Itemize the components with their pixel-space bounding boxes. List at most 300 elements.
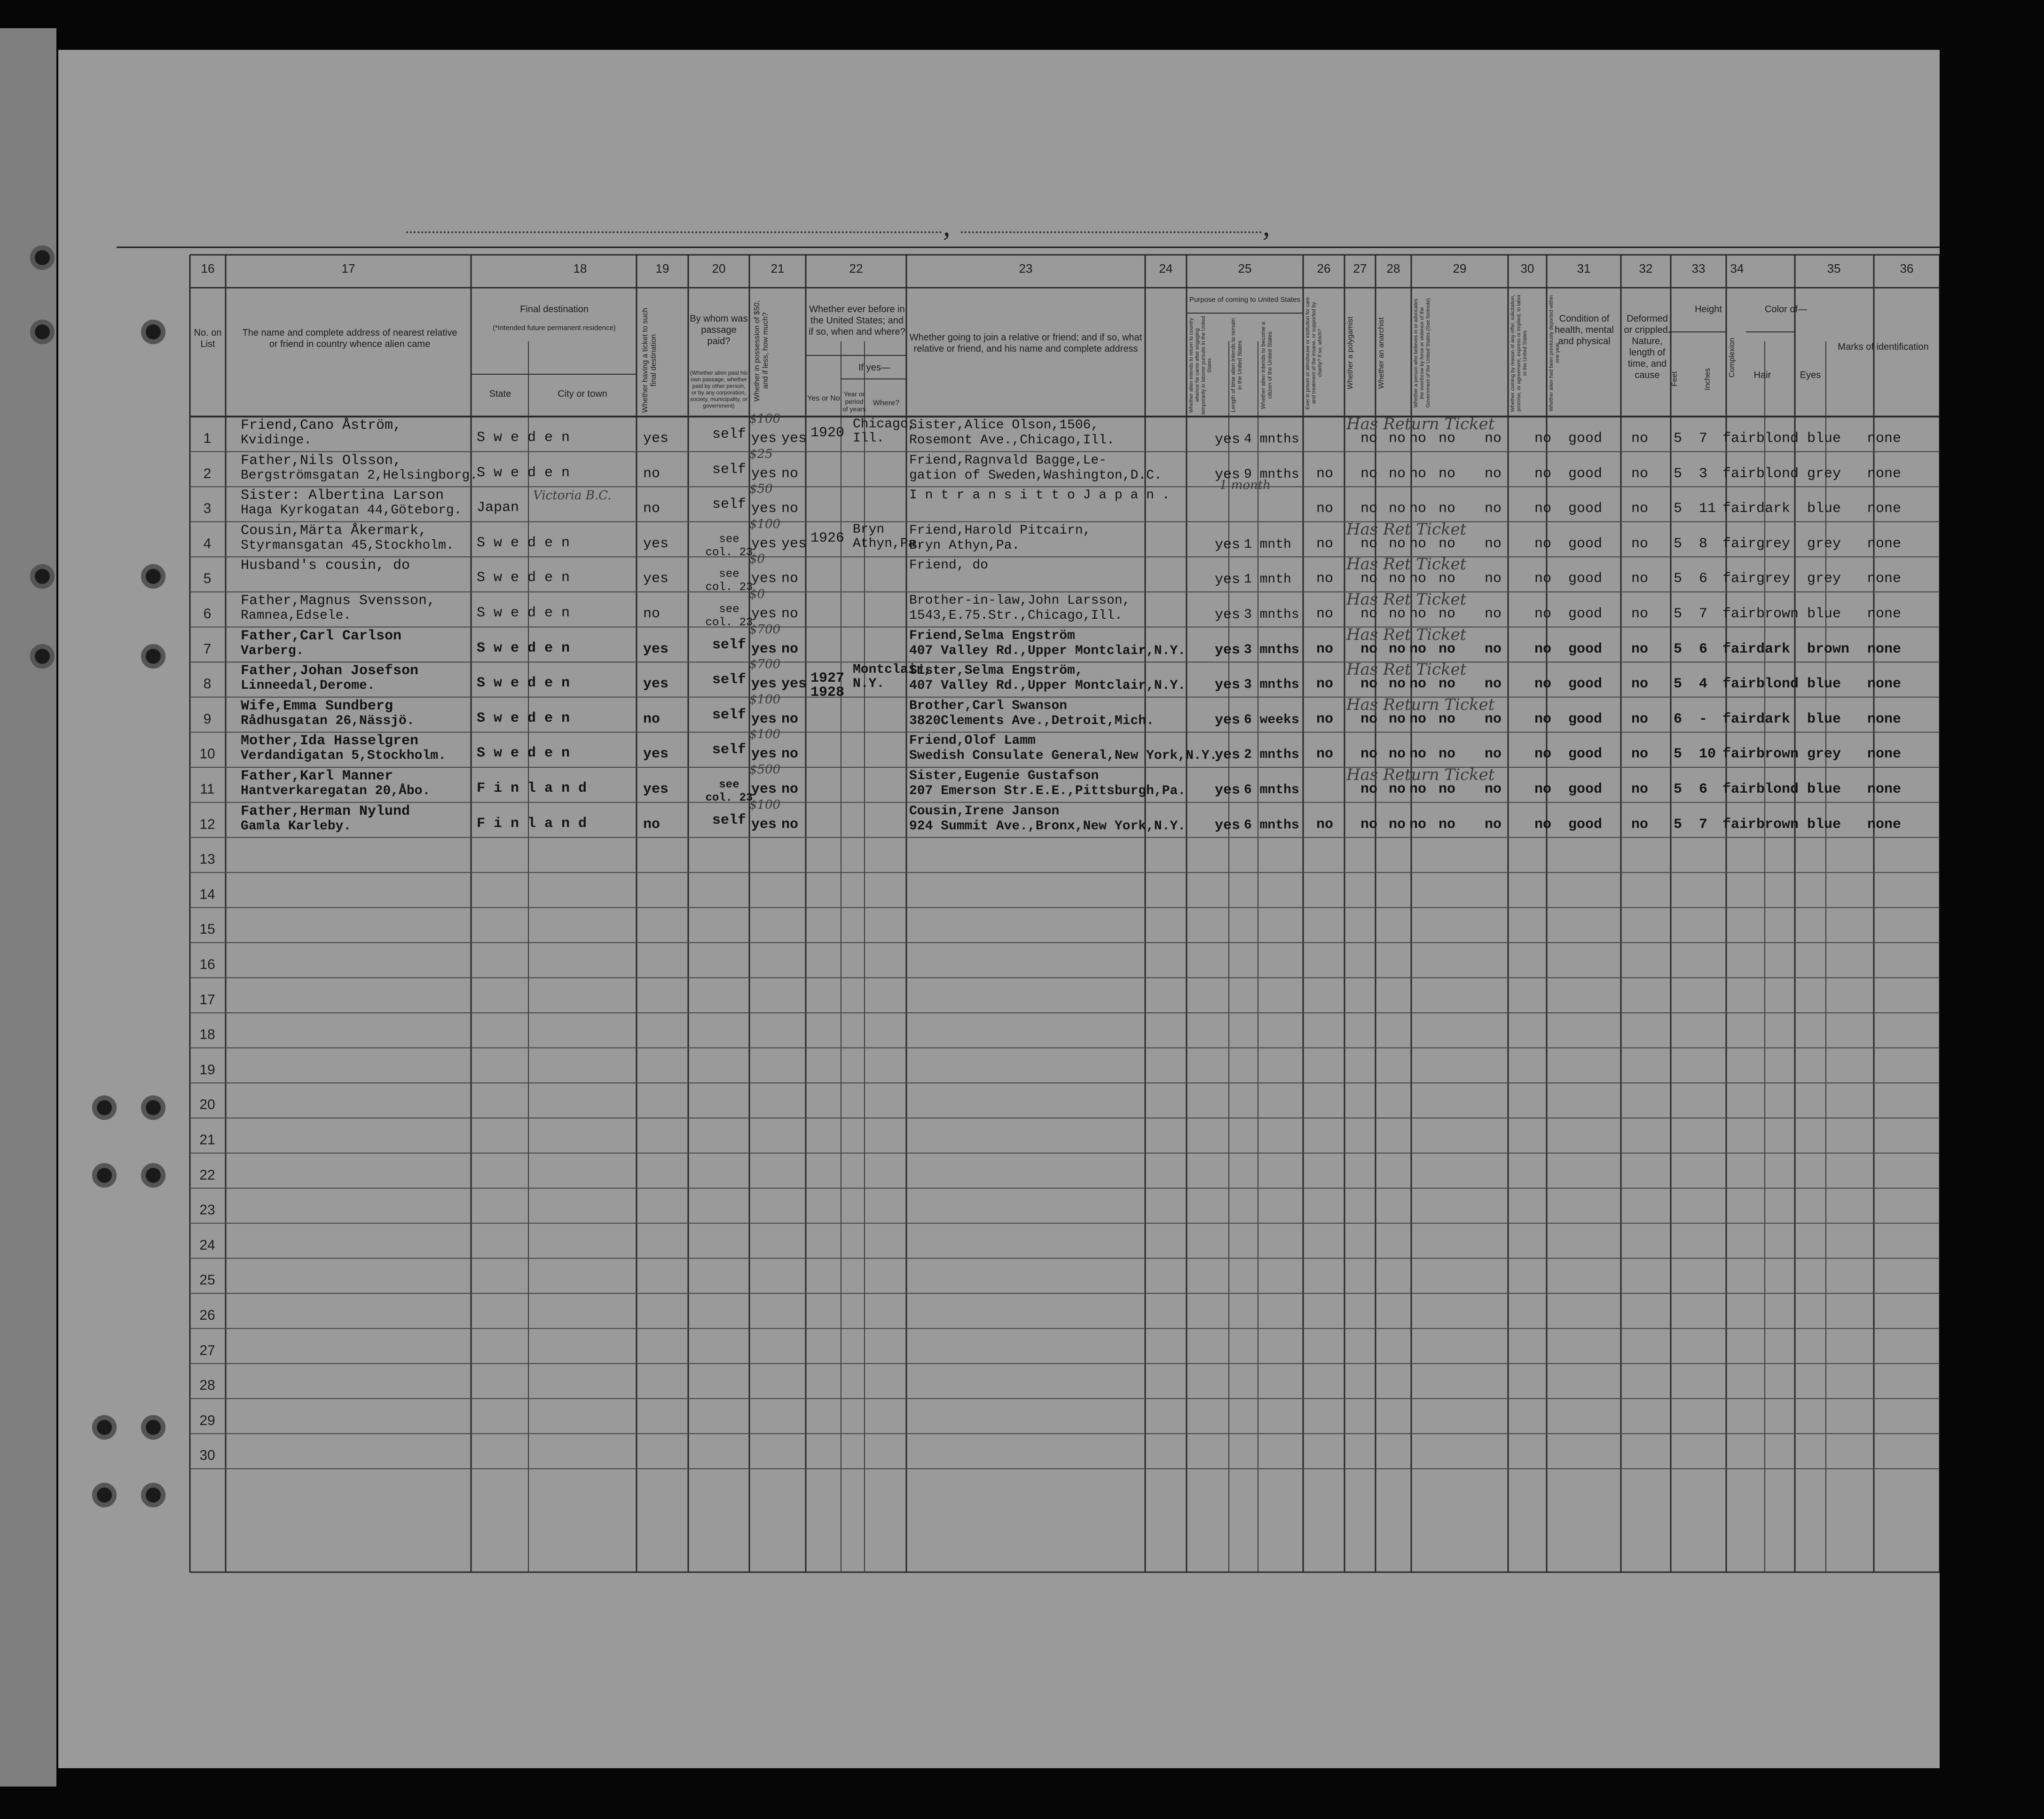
passage-paid: self [712, 812, 746, 828]
header-feet: Feet [1671, 371, 1679, 387]
passage-paid: self [712, 496, 746, 513]
handwritten-amount: $500 [749, 763, 781, 777]
binder-hole [92, 1163, 117, 1188]
relative-line-1: Father,Carl Carlson [241, 628, 402, 644]
answer-c28: no [1439, 501, 1456, 517]
complexion: fair [1722, 676, 1757, 693]
height-feet: 5 [1674, 676, 1682, 693]
deformed: no [1631, 781, 1649, 797]
answer-c25: no [1360, 676, 1378, 693]
binder-hole [141, 1483, 165, 1507]
answer-c29: no [1485, 431, 1502, 447]
destination-state: S w e d e n [477, 675, 570, 692]
eyes: blue [1807, 711, 1841, 727]
before-year: 1926 [810, 530, 845, 546]
handwritten-amount: $700 [749, 622, 781, 637]
height-inches: 6 [1699, 781, 1708, 797]
relative-line-2: Hantverkaregatan 20,Åbo. [241, 784, 431, 798]
join-line-1: Cousin,Irene Janson [909, 803, 1060, 819]
money-50: yes [751, 571, 777, 587]
answer-c30: no [1534, 606, 1552, 622]
join-line-1: Friend,Olof Lamm [909, 733, 1036, 748]
answer-c25: no [1360, 501, 1378, 517]
passage-paid: self [712, 426, 746, 442]
header-col28: Whether a person who believes in or advocates the overthrow by force or violence of the Government of the United States (See footnote) [1413, 298, 1431, 408]
header-color-of: Color of— [1764, 304, 1808, 315]
answer-c27: no [1409, 676, 1427, 693]
purpose-length: 3 mnths [1244, 642, 1299, 657]
binder-hole [141, 1415, 165, 1440]
relative-line-1: Friend,Cano Åström, [241, 417, 402, 433]
binder-hole [92, 1483, 117, 1507]
answer-c25: no [1360, 711, 1378, 727]
height-feet: 6 [1674, 711, 1682, 727]
answer-c29: no [1485, 535, 1502, 552]
purpose-return: yes [1215, 747, 1241, 764]
row-number: 16 [199, 957, 215, 972]
column-number: 32 [1639, 261, 1653, 276]
header-where: Where? [873, 399, 900, 407]
purpose-citizen: no [1316, 501, 1334, 517]
ticket: yes [643, 781, 669, 797]
answer-c30: no [1534, 535, 1552, 552]
marks: none [1867, 816, 1902, 833]
handwritten-return-ticket: Has Ret Ticket [1346, 520, 1467, 539]
join-line-2: Swedish Consulate General,New York,N.Y. [909, 748, 1218, 764]
row-number: 6 [203, 606, 212, 622]
money-50: yes [751, 465, 777, 482]
relative-line-2: Kvidinge. [241, 433, 312, 448]
answer-c27: no [1409, 465, 1427, 482]
column-number: 27 [1353, 261, 1367, 276]
height-inches: 7 [1699, 431, 1708, 447]
ticket: no [643, 465, 660, 482]
before-in-us: yes [781, 676, 807, 693]
marks: none [1867, 535, 1902, 552]
answer-c29: no [1485, 816, 1502, 833]
row-number: 19 [199, 1062, 215, 1078]
handwritten-amount: $100 [749, 727, 781, 742]
header-col26: Whether a polygamist [1346, 316, 1354, 390]
passage-paid: see col. 23 [705, 779, 753, 804]
join-line-2: 207 Emerson Str.E.E.,Pittsburgh,Pa. [909, 784, 1186, 798]
answer-c30: no [1534, 816, 1552, 833]
passage-paid: see col. 23 [705, 603, 753, 629]
row-number: 7 [203, 641, 212, 657]
binder-hole [30, 564, 55, 589]
health: good [1568, 711, 1603, 727]
answer-c27: no [1409, 746, 1427, 763]
health: good [1568, 571, 1603, 587]
row-number: 17 [199, 992, 215, 1008]
height-inches: 7 [1699, 606, 1708, 622]
height-feet: 5 [1674, 641, 1682, 657]
column-number: 17 [341, 261, 355, 276]
relative-line-2: Verdandigatan 5,Stockholm. [241, 748, 446, 764]
before-in-us: no [781, 501, 799, 517]
eyes: blue [1807, 676, 1841, 693]
binder-hole [141, 564, 165, 589]
purpose-return: yes [1215, 466, 1241, 483]
answer-c28: no [1439, 641, 1456, 657]
health: good [1568, 535, 1603, 552]
marks: none [1867, 781, 1902, 797]
answer-c26: no [1389, 431, 1406, 447]
before-in-us: no [781, 781, 799, 797]
destination-state: Japan [477, 500, 519, 516]
deformed: no [1631, 571, 1649, 587]
marks: none [1867, 746, 1902, 763]
purpose-length: 1 mnth [1244, 572, 1291, 587]
purpose-length: 6 weeks [1244, 712, 1299, 727]
answer-c28: no [1439, 816, 1456, 833]
eyes: grey [1807, 746, 1841, 763]
answer-c28: no [1439, 676, 1456, 693]
join-line-2: 924 Summit Ave.,Bronx,New York,N.Y. [909, 819, 1186, 834]
column-number: 21 [770, 261, 785, 276]
handwritten-return-ticket: Has Ret Ticket [1346, 590, 1467, 609]
money-50: yes [751, 781, 777, 797]
eyes: blue [1807, 781, 1841, 797]
join-line-2: 1543,E.75.Str.,Chicago,Ill. [909, 608, 1123, 623]
relative-line-1: Sister: Albertina Larson [241, 488, 444, 504]
height-inches: 7 [1699, 816, 1708, 833]
hair: brown [1756, 606, 1799, 622]
height-inches: 8 [1699, 535, 1708, 552]
purpose-return: yes [1215, 642, 1241, 658]
column-number: 31 [1577, 261, 1591, 276]
destination-state: S w e d e n [477, 745, 570, 762]
column-number: 26 [1317, 261, 1331, 276]
height-feet: 5 [1674, 465, 1682, 482]
answer-c26: no [1389, 535, 1406, 552]
passage-paid: self [712, 461, 746, 478]
eyes: blue [1807, 606, 1841, 622]
row-number: 28 [199, 1378, 215, 1394]
relative-line-1: Father,Herman Nylund [241, 803, 410, 819]
handwritten-return-ticket: Has Ret Ticket [1346, 660, 1467, 679]
relative-line-2: Varberg. [241, 643, 304, 658]
eyes: grey [1807, 535, 1841, 552]
before-in-us: no [781, 641, 799, 657]
row-number: 20 [199, 1097, 215, 1113]
binder-hole [30, 245, 55, 270]
handwritten-month: 1 month [1219, 478, 1271, 492]
passage-paid: self [712, 672, 746, 688]
answer-c29: no [1485, 711, 1502, 727]
money-50: yes [751, 535, 777, 552]
header-join-relative: Whether going to join a relative or friend; and if so, what relative or friend, and his name and complete address [909, 332, 1142, 354]
marks: none [1867, 676, 1902, 693]
ticket: yes [643, 535, 669, 552]
purpose-return: yes [1215, 677, 1241, 693]
join-line-1: Friend, do [909, 558, 989, 573]
binder-hole [30, 320, 55, 344]
height-feet: 5 [1674, 746, 1682, 763]
deformed: no [1631, 606, 1649, 622]
passage-paid: see col. 23 [705, 568, 753, 594]
answer-c29: no [1485, 746, 1502, 763]
height-feet: 5 [1674, 571, 1682, 587]
column-number: 30 [1520, 261, 1534, 276]
row-number: 25 [199, 1272, 215, 1288]
height-feet: 5 [1674, 535, 1682, 552]
complexion: fair [1722, 781, 1757, 797]
purpose-length: 4 mnths [1244, 432, 1299, 447]
row-number: 5 [203, 571, 212, 587]
purpose-citizen: no [1316, 641, 1334, 657]
height-inches: 10 [1699, 746, 1716, 763]
destination-state: S w e d e n [477, 465, 570, 481]
hair: blond [1756, 431, 1799, 447]
health: good [1568, 641, 1603, 657]
money-50: yes [751, 501, 777, 517]
purpose-return: yes [1215, 572, 1241, 588]
answer-c25: no [1360, 746, 1378, 763]
deformed: no [1631, 431, 1649, 447]
purpose-citizen: no [1316, 711, 1334, 727]
handwritten-return-ticket: Has Ret Ticket [1346, 555, 1467, 574]
complexion: fair [1722, 431, 1757, 447]
height-inches: 3 [1699, 465, 1708, 482]
marks: none [1867, 501, 1902, 517]
header-passage-paid: By whom was passage paid? [690, 314, 748, 346]
handwritten-amount: $100 [749, 412, 781, 426]
relative-line-1: Father,Magnus Svensson, [241, 593, 436, 609]
header-purpose-c: Whether alien intends to become a citizen of the United States [1260, 322, 1273, 409]
row-number: 11 [200, 781, 215, 797]
row-number: 14 [199, 886, 215, 902]
before-where: Montclair, N.Y. [853, 662, 932, 692]
destination-state: S w e d e n [477, 535, 570, 551]
manifest-sheet [58, 50, 1940, 1768]
relative-line-1: Father,Johan Josefson [241, 663, 419, 679]
answer-c30: no [1534, 431, 1552, 447]
answer-c27: no [1409, 431, 1427, 447]
header-complexion: Complexion [1728, 338, 1736, 378]
answer-c30: no [1534, 641, 1552, 657]
health: good [1568, 746, 1603, 763]
relative-line-1: Wife,Emma Sundberg [241, 698, 393, 714]
row-number: 27 [199, 1342, 215, 1358]
height-feet: 5 [1674, 781, 1682, 797]
purpose-return: yes [1215, 817, 1241, 834]
answer-c29: no [1485, 606, 1502, 622]
passage-paid: self [712, 637, 746, 653]
header-before-in-us: Whether ever before in the United States; and if so, when and where? [809, 304, 905, 337]
row-number: 1 [203, 431, 212, 446]
answer-c25: no [1360, 641, 1378, 657]
join-line-1: Sister,Eugenie Gustafson [909, 769, 1099, 783]
ticket: no [643, 816, 660, 833]
deformed: no [1631, 711, 1649, 727]
header-col27: Whether an anarchist [1377, 317, 1385, 389]
answer-c27: no [1409, 535, 1427, 552]
answer-c26: no [1389, 465, 1406, 482]
join-line-2: Rosemont Ave.,Chicago,Ill. [909, 433, 1115, 448]
answer-c30: no [1534, 571, 1552, 587]
relative-line-1: Mother,Ida Hasselgren [241, 733, 419, 749]
join-line-2: 407 Valley Rd.,Upper Montclair,N.Y. [909, 678, 1186, 693]
purpose-citizen: no [1316, 816, 1334, 833]
answer-c29: no [1485, 465, 1502, 482]
health: good [1568, 501, 1603, 517]
header-money: Whether in possession of $50, and if less, how much? [753, 300, 770, 402]
handwritten-amount: $0 [749, 552, 765, 567]
handwritten-amount: $50 [749, 482, 773, 496]
handwritten-amount: $100 [749, 797, 781, 812]
binder-hole [141, 1163, 165, 1188]
money-50: yes [751, 746, 777, 763]
complexion: fair [1722, 535, 1757, 552]
marks: none [1867, 431, 1902, 447]
deformed: no [1631, 535, 1649, 552]
purpose-return: yes [1215, 607, 1241, 623]
answer-c29: no [1485, 676, 1502, 693]
header-col30: Whether alien had been previously deported within one year [1549, 295, 1560, 411]
handwritten-return-ticket: Has Return Ticket [1346, 415, 1495, 433]
answer-c30: no [1534, 676, 1552, 693]
complexion: fair [1722, 606, 1757, 622]
purpose-length: 9 mnths [1244, 467, 1299, 482]
handwritten-return-ticket: Has Return Ticket [1346, 695, 1495, 714]
height-feet: 5 [1674, 431, 1682, 447]
purpose-length: 6 mnths [1244, 818, 1299, 833]
relative-line-1: Husband's cousin, do [241, 558, 410, 574]
destination-state: S w e d e n [477, 710, 570, 726]
eyes: grey [1807, 465, 1841, 482]
handwritten-victoria: Victoria B.C. [533, 488, 612, 503]
row-number: 21 [199, 1132, 215, 1148]
answer-c28: no [1439, 535, 1456, 552]
column-number: 19 [655, 261, 669, 276]
answer-c25: no [1360, 465, 1378, 482]
eyes: blue [1807, 501, 1841, 517]
purpose-citizen: no [1316, 535, 1334, 552]
column-number: 20 [712, 261, 726, 276]
deformed: no [1631, 641, 1649, 657]
header-if-yes: If yes— [858, 362, 890, 373]
answer-c26: no [1389, 571, 1406, 587]
deformed: no [1631, 676, 1649, 693]
handwritten-return-ticket: Has Return Ticket [1346, 765, 1495, 784]
relative-line-1: Cousin,Märta Åkermark, [241, 522, 427, 539]
ticket: yes [643, 676, 669, 693]
row-number: 10 [199, 746, 215, 762]
join-line-2: gation of Sweden,Washington,D.C. [909, 468, 1162, 483]
binder-hole [141, 1095, 165, 1120]
height-feet: 5 [1674, 501, 1682, 517]
relative-line-2: Linneedal,Derome. [241, 678, 375, 693]
answer-c27: no [1409, 816, 1427, 833]
before-where: Chicago, Ill. [853, 417, 916, 446]
health: good [1568, 465, 1603, 482]
purpose-citizen: no [1316, 606, 1334, 622]
column-number: 34 [1730, 261, 1744, 276]
purpose-length: 3 mnths [1244, 677, 1299, 693]
separator: , [943, 210, 951, 242]
answer-c28: no [1439, 746, 1456, 763]
health: good [1568, 781, 1603, 797]
join-line-1: Sister,Selma Engström, [909, 663, 1083, 678]
eyes: grey [1807, 571, 1841, 587]
answer-c26: no [1389, 816, 1406, 833]
purpose-citizen: no [1316, 746, 1334, 763]
column-number: 24 [1159, 261, 1173, 276]
answer-c25: no [1360, 571, 1378, 587]
relative-line-2: Bergströmsgatan 2,Helsingborg. [241, 468, 478, 483]
purpose-return: yes [1215, 712, 1241, 728]
complexion: fair [1722, 571, 1757, 587]
answer-c30: no [1534, 465, 1552, 482]
hair: grey [1756, 571, 1791, 587]
complexion: fair [1722, 465, 1757, 482]
binder-hole [92, 1415, 117, 1440]
column-number: 16 [201, 261, 215, 276]
column-number: 23 [1019, 261, 1033, 276]
answer-c26: no [1389, 606, 1406, 622]
ticket: yes [643, 641, 669, 657]
money-50: yes [751, 431, 777, 447]
row-number: 26 [199, 1307, 215, 1323]
adjacent-page-edge [0, 28, 56, 1787]
row-number: 22 [199, 1167, 215, 1183]
join-line-1: Brother-in-law,John Larsson, [909, 593, 1131, 608]
before-in-us: no [781, 816, 799, 833]
join-line-2: Bryn Athyn,Pa. [909, 538, 1020, 553]
column-number: 18 [573, 261, 587, 276]
complexion: fair [1722, 816, 1757, 833]
answer-c25: no [1360, 606, 1378, 622]
before-in-us: no [781, 746, 799, 763]
row-number: 24 [199, 1237, 215, 1253]
purpose-citizen: no [1316, 676, 1334, 693]
height-inches: 11 [1699, 501, 1716, 517]
row-number: 13 [199, 851, 215, 867]
answer-c30: no [1534, 746, 1552, 763]
deformed: no [1631, 465, 1649, 482]
row-number: 15 [199, 921, 215, 937]
answer-c27: no [1409, 711, 1427, 727]
answer-c27: no [1409, 781, 1427, 797]
height-inches: - [1699, 711, 1708, 727]
eyes: blue [1807, 816, 1841, 833]
marks: none [1867, 606, 1902, 622]
column-number: 25 [1238, 261, 1252, 276]
answer-c27: no [1409, 501, 1427, 517]
marks: none [1867, 641, 1902, 657]
header-purpose-a: Whether alien intends to return to country whence he came after engaging temporarily in laborer pursuits in the United States [1188, 316, 1212, 415]
purpose-return: yes [1215, 782, 1241, 798]
join-line-1: I n t r a n s i t t o J a p a n . [909, 488, 1170, 503]
column-number: 33 [1691, 261, 1706, 276]
header-condition: Condition of health, mental and physical [1555, 314, 1614, 346]
purpose-length: 3 mnths [1244, 607, 1299, 622]
column-number: 35 [1827, 261, 1841, 276]
purpose-return: yes [1215, 536, 1241, 553]
answer-c27: no [1409, 606, 1427, 622]
header-purpose-b: Length of time alien intends to remain in the United States [1230, 318, 1243, 413]
hair: dark [1756, 501, 1791, 517]
passage-paid: self [712, 742, 746, 758]
binder-hole [30, 644, 55, 669]
header-city: City or town [558, 389, 607, 399]
header-no-on-list: No. on List [194, 328, 222, 349]
answer-c27: no [1409, 571, 1427, 587]
join-line-2: 3820Clements Ave.,Detroit,Mich. [909, 713, 1154, 728]
complexion: fair [1722, 746, 1757, 763]
before-in-us: no [781, 571, 799, 587]
